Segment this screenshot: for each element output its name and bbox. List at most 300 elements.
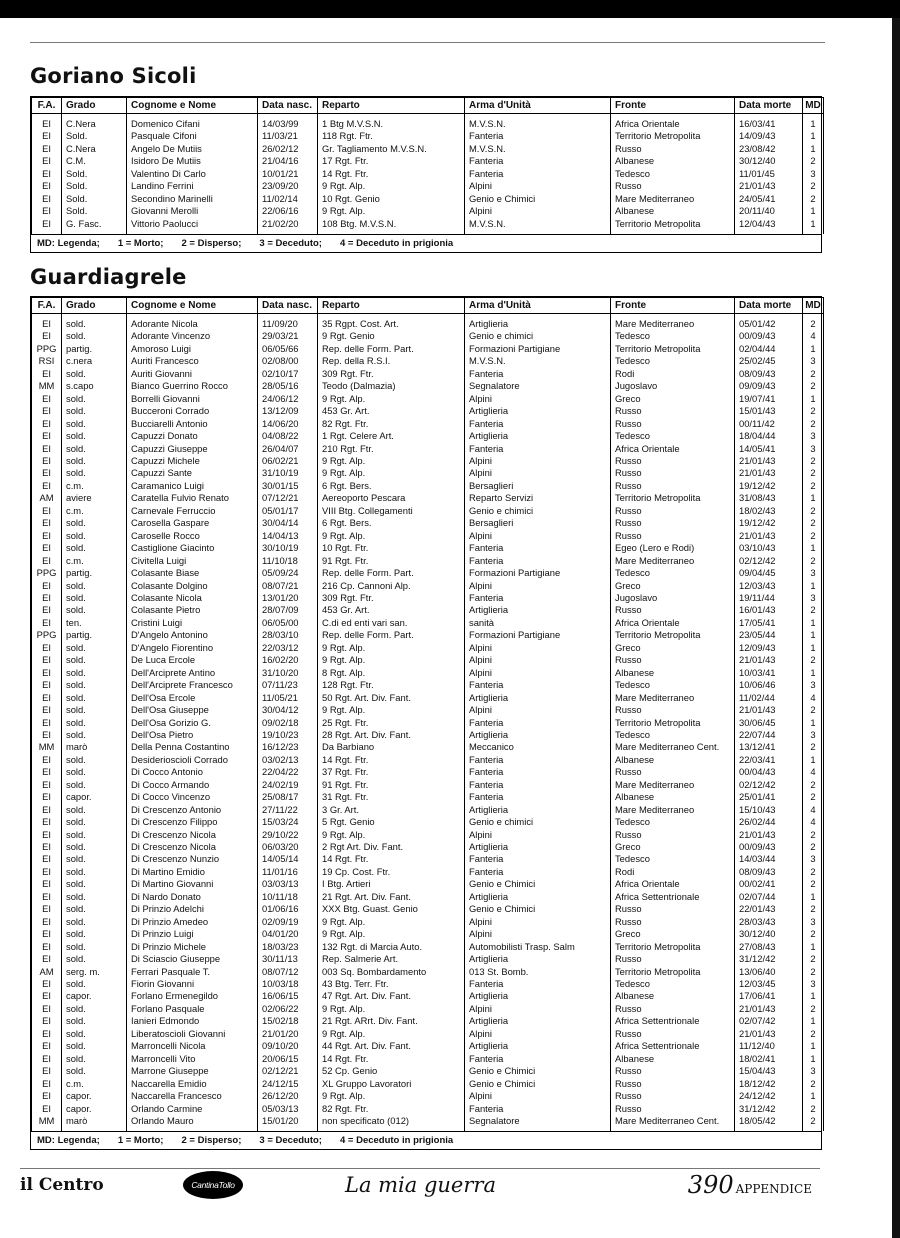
cell-arm: Artiglieria [465,729,611,741]
table-row [32,916,824,928]
table-row [32,193,824,205]
column-header-arm: Arma d'Unità [465,98,611,114]
cell-death-date: 18/04/44 [735,430,803,442]
cell-arm: Artiglieria [465,841,611,853]
cell-death-date: 18/02/43 [735,505,803,517]
cell-full-name: Bucciarelli Antonio [127,418,258,430]
cell-unit: Rep. Salmerie Art. [318,953,465,965]
cell-armed-force: RSI [32,355,62,367]
cell-death-date: 11/02/44 [735,692,803,704]
table-guardiagrele [30,296,822,1150]
column-header-front: Fronte [611,98,735,114]
table-row [32,580,824,592]
cell-front: Territorio Metropolita [611,717,735,729]
cell-md-code: 1 [803,990,824,1002]
cell-death-date: 25/02/45 [735,355,803,367]
cell-arm: sanità [465,617,611,629]
cell-full-name: De Luca Ercole [127,654,258,666]
cell-grade: sold. [62,729,127,741]
cell-armed-force: EI [32,555,62,567]
header-row [32,98,824,114]
cell-grade: C.M. [62,155,127,167]
cell-grade: sold. [62,1003,127,1015]
table-row [32,729,824,741]
cell-arm: Fanteria [465,168,611,180]
cell-full-name: Capuzzi Donato [127,430,258,442]
header-row [32,298,824,314]
cell-unit: 132 Rgt. di Marcia Auto. [318,941,465,953]
table-row [32,891,824,903]
cell-md-code: 2 [803,380,824,392]
cell-birth-date: 26/12/20 [258,1090,318,1102]
cell-death-date: 12/09/43 [735,642,803,654]
cell-front: Territorio Metropolita [611,218,735,230]
cell-front: Russo [611,180,735,192]
cell-armed-force: EI [32,617,62,629]
cell-full-name: Caroselle Rocco [127,530,258,542]
table-row [32,878,824,890]
cell-armed-force: EI [32,866,62,878]
table-row [32,1065,824,1077]
table-row [32,455,824,467]
cell-arm: Genio e Chimici [465,193,611,205]
cell-armed-force: EI [32,530,62,542]
cell-death-date: 19/12/42 [735,480,803,492]
cell-front: Russo [611,467,735,479]
cell-death-date: 19/11/44 [735,592,803,604]
cell-unit: 28 Rgt. Art. Div. Fant. [318,729,465,741]
column-header-full-name: Cognome e Nome [127,298,258,314]
cell-arm: M.V.S.N. [465,143,611,155]
cell-birth-date: 16/02/20 [258,654,318,666]
legend-item: 1 = Morto; [117,1135,164,1147]
cell-grade: sold. [62,667,127,679]
table-row [32,430,824,442]
cell-grade: c.nera [62,355,127,367]
cell-full-name: Capuzzi Michele [127,455,258,467]
cell-md-code: 1 [803,1090,824,1102]
cell-arm: Fanteria [465,866,611,878]
cell-front: Tedesco [611,168,735,180]
table-row [32,853,824,865]
cell-unit: 9 Rgt. Alp. [318,455,465,467]
cell-grade: sold. [62,978,127,990]
cell-full-name: Civitella Luigi [127,555,258,567]
cell-full-name: Ianieri Edmondo [127,1015,258,1027]
cell-arm: Artiglieria [465,430,611,442]
cell-unit: Rep. delle Form. Part. [318,567,465,579]
cell-front: Albanese [611,990,735,1002]
cell-death-date: 16/01/43 [735,604,803,616]
cell-front: Tedesco [611,853,735,865]
cell-death-date: 10/03/41 [735,667,803,679]
cell-birth-date: 18/03/23 [258,941,318,953]
cell-grade: aviere [62,492,127,504]
cell-death-date: 23/08/42 [735,143,803,155]
table-row [32,990,824,1002]
scan-border-right [892,18,900,1238]
cell-birth-date: 11/09/20 [258,318,318,330]
cell-full-name: Pasquale Cifoni [127,130,258,142]
cell-grade: c.m. [62,480,127,492]
page-number [688,1171,812,1199]
cell-death-date: 17/05/41 [735,617,803,629]
cell-death-date: 21/01/43 [735,530,803,542]
cell-md-code: 3 [803,168,824,180]
cell-front: Russo [611,505,735,517]
cell-arm: Fanteria [465,555,611,567]
cell-birth-date: 30/11/13 [258,953,318,965]
cell-death-date: 19/07/41 [735,393,803,405]
cell-unit: Teodo (Dalmazia) [318,380,465,392]
cell-grade: capor. [62,990,127,1002]
cell-md-code: 2 [803,829,824,841]
cell-front: Russo [611,829,735,841]
cell-death-date: 30/12/40 [735,155,803,167]
cell-md-code: 4 [803,804,824,816]
cell-full-name: Di Crescenzo Filippo [127,816,258,828]
cell-front: Russo [611,1003,735,1015]
cell-birth-date: 09/10/20 [258,1040,318,1052]
cell-arm: Segnalatore [465,1115,611,1127]
cell-grade: sold. [62,393,127,405]
cell-front: Tedesco [611,679,735,691]
cell-front: Africa Settentrionale [611,891,735,903]
cell-arm: Fanteria [465,368,611,380]
cell-grade: sold. [62,804,127,816]
cell-grade: sold. [62,928,127,940]
cell-full-name: D'Angelo Fiorentino [127,642,258,654]
table-row [32,405,824,417]
cell-birth-date: 25/08/17 [258,791,318,803]
cell-grade: capor. [62,1090,127,1102]
column-header-front: Fronte [611,298,735,314]
cell-armed-force: EI [32,505,62,517]
cell-md-code: 3 [803,592,824,604]
cell-unit: 19 Cp. Cost. Ftr. [318,866,465,878]
cell-md-code: 3 [803,916,824,928]
scan-border-top [0,0,900,18]
cell-unit: 6 Rgt. Bers. [318,517,465,529]
cell-unit: 25 Rgt. Ftr. [318,717,465,729]
cell-armed-force: EI [32,1090,62,1102]
cell-full-name: Valentino Di Carlo [127,168,258,180]
cell-death-date: 12/03/45 [735,978,803,990]
cell-md-code: 1 [803,130,824,142]
table-row [32,941,824,953]
cell-grade: sold. [62,455,127,467]
cell-armed-force: EI [32,990,62,1002]
legend [31,234,821,252]
cell-front: Albanese [611,205,735,217]
cell-armed-force: EI [32,841,62,853]
table-row [32,1090,824,1102]
cell-md-code: 4 [803,766,824,778]
cell-grade: sold. [62,953,127,965]
cell-birth-date: 22/03/12 [258,642,318,654]
cell-full-name: Auriti Francesco [127,355,258,367]
cell-armed-force: EI [32,1028,62,1040]
cell-armed-force: EI [32,542,62,554]
cell-full-name: Landino Ferrini [127,180,258,192]
cell-armed-force: EI [32,642,62,654]
table-row [32,517,824,529]
cell-arm: Alpini [465,580,611,592]
cell-death-date: 18/02/41 [735,1053,803,1065]
cell-arm: Artiglieria [465,953,611,965]
cell-armed-force: EI [32,368,62,380]
cell-md-code: 2 [803,1115,824,1127]
cell-unit: 210 Rgt. Ftr. [318,443,465,455]
cell-full-name: Isidoro De Mutiis [127,155,258,167]
cell-armed-force: EI [32,1015,62,1027]
cell-front: Territorio Metropolita [611,130,735,142]
cell-full-name: Marroncelli Vito [127,1053,258,1065]
cell-unit: 9 Rgt. Alp. [318,654,465,666]
cell-arm: Artiglieria [465,405,611,417]
cell-unit: 21 Rgt. ARrt. Div. Fant. [318,1015,465,1027]
cell-md-code: 2 [803,555,824,567]
cell-front: Russo [611,903,735,915]
legend-item: 4 = Deceduto in prigionia [339,1135,454,1147]
cell-death-date: 21/01/43 [735,1028,803,1040]
cell-front: Mare Mediterraneo [611,193,735,205]
table-row [32,704,824,716]
cell-armed-force: EI [32,704,62,716]
cell-death-date: 03/10/43 [735,542,803,554]
cell-grade: Sold. [62,180,127,192]
cell-arm: Alpini [465,916,611,928]
table-row [32,480,824,492]
cell-birth-date: 05/09/24 [258,567,318,579]
cell-birth-date: 04/01/20 [258,928,318,940]
cell-md-code: 2 [803,418,824,430]
cell-death-date: 02/07/42 [735,1015,803,1027]
table-row [32,816,824,828]
cell-unit: Aereoporto Pescara [318,492,465,504]
cell-unit: Da Barbiano [318,741,465,753]
cell-birth-date: 07/12/21 [258,492,318,504]
cell-birth-date: 09/02/18 [258,717,318,729]
appendix-label: APPENDICE [735,1182,812,1196]
cell-armed-force: EI [32,443,62,455]
cell-armed-force: EI [32,480,62,492]
cell-grade: sold. [62,318,127,330]
cell-md-code: 3 [803,679,824,691]
cell-death-date: 21/01/43 [735,455,803,467]
cell-grade: Sold. [62,130,127,142]
cell-unit: 128 Rgt. Ftr. [318,679,465,691]
cell-death-date: 08/09/43 [735,866,803,878]
table-row [32,318,824,330]
cell-md-code: 2 [803,467,824,479]
casualty-table [31,297,824,1131]
cell-death-date: 09/04/45 [735,567,803,579]
legend-label: MD: Legenda; [37,1135,100,1147]
cell-armed-force: EI [32,1065,62,1077]
cell-md-code: 2 [803,903,824,915]
cell-front: Tedesco [611,330,735,342]
cell-md-code: 1 [803,205,824,217]
table-row [32,380,824,392]
cell-arm: Fanteria [465,155,611,167]
cell-full-name: Dell'Osa Gorizio G. [127,717,258,729]
cell-unit: 8 Rgt. Alp. [318,667,465,679]
cell-birth-date: 24/02/19 [258,779,318,791]
cell-arm: 013 St. Bomb. [465,966,611,978]
column-header-armed-force: F.A. [32,298,62,314]
column-header-death-date: Data morte [735,298,803,314]
cell-full-name: Marroncelli Nicola [127,1040,258,1052]
cell-unit: 47 Rgt. Art. Div. Fant. [318,990,465,1002]
cell-birth-date: 10/03/18 [258,978,318,990]
table-row [32,180,824,192]
cell-birth-date: 02/12/21 [258,1065,318,1077]
cell-grade: sold. [62,642,127,654]
cell-unit: 309 Rgt. Ftr. [318,592,465,604]
cell-unit: 10 Rgt. Ftr. [318,542,465,554]
cell-md-code: 2 [803,841,824,853]
cell-unit: 44 Rgt. Art. Div. Fant. [318,1040,465,1052]
table-row [32,1078,824,1090]
cell-arm: Formazioni Partigiane [465,567,611,579]
cell-armed-force: EI [32,193,62,205]
cell-full-name: Castiglione Giacinto [127,542,258,554]
cell-arm: Automobilisti Trasp. Salm [465,941,611,953]
cell-grade: sold. [62,368,127,380]
cell-armed-force: EI [32,517,62,529]
cell-arm: Alpini [465,180,611,192]
cell-grade: sold. [62,405,127,417]
cell-front: Greco [611,580,735,592]
cell-md-code: 2 [803,1028,824,1040]
cell-arm: Alpini [465,1028,611,1040]
cell-front: Russo [611,704,735,716]
table-row [32,841,824,853]
cell-front: Russo [611,916,735,928]
cell-front: Egeo (Lero e Rodi) [611,542,735,554]
cell-md-code: 2 [803,193,824,205]
cell-md-code: 3 [803,853,824,865]
cell-full-name: Di Nardo Donato [127,891,258,903]
cell-armed-force: EI [32,916,62,928]
cell-md-code: 4 [803,692,824,704]
cell-front: Mare Mediterraneo [611,804,735,816]
cell-grade: sold. [62,330,127,342]
cell-front: Territorio Metropolita [611,941,735,953]
table-row [32,542,824,554]
cell-front: Albanese [611,754,735,766]
table-row [32,1015,824,1027]
cell-grade: sold. [62,717,127,729]
cell-unit: C.di ed enti vari san. [318,617,465,629]
cell-full-name: Orlando Mauro [127,1115,258,1127]
table-row [32,679,824,691]
cell-death-date: 21/01/43 [735,654,803,666]
table-row [32,617,824,629]
cell-md-code: 4 [803,816,824,828]
cell-birth-date: 02/06/22 [258,1003,318,1015]
table-row [32,1028,824,1040]
cell-md-code: 3 [803,1065,824,1077]
cell-armed-force: EI [32,155,62,167]
cell-unit: 9 Rgt. Alp. [318,393,465,405]
cell-armed-force: PPG [32,567,62,579]
cell-unit: 1 Rgt. Celere Art. [318,430,465,442]
table-row [32,130,824,142]
cell-md-code: 2 [803,928,824,940]
top-rule [30,42,825,43]
cell-grade: sold. [62,779,127,791]
cell-armed-force: EI [32,205,62,217]
cell-full-name: Dell'Osa Ercole [127,692,258,704]
cell-arm: Artiglieria [465,318,611,330]
cell-unit: 6 Rgt. Bers. [318,480,465,492]
cell-unit: 453 Gr. Art. [318,604,465,616]
cell-md-code: 1 [803,343,824,355]
cell-armed-force: EI [32,667,62,679]
cell-md-code: 2 [803,180,824,192]
cell-grade: sold. [62,580,127,592]
cell-md-code: 2 [803,1103,824,1115]
table-row [32,978,824,990]
cell-arm: Reparto Servizi [465,492,611,504]
cell-death-date: 13/06/40 [735,966,803,978]
column-header-armed-force: F.A. [32,98,62,114]
cell-front: Tedesco [611,729,735,741]
cell-armed-force: AM [32,492,62,504]
cell-unit: 9 Rgt. Alp. [318,642,465,654]
table-row [32,393,824,405]
cell-front: Russo [611,1065,735,1077]
cell-unit: I Btg. Artieri [318,878,465,890]
table-row [32,1040,824,1052]
cell-birth-date: 11/02/14 [258,193,318,205]
cell-grade: sold. [62,903,127,915]
cell-armed-force: EI [32,168,62,180]
cell-armed-force: EI [32,679,62,691]
cell-grade: partig. [62,629,127,641]
cell-front: Russo [611,766,735,778]
cell-death-date: 18/12/42 [735,1078,803,1090]
cell-armed-force: EI [32,430,62,442]
cell-birth-date: 10/01/21 [258,168,318,180]
cell-arm: Formazioni Partigiane [465,629,611,641]
cell-armed-force: EI [32,118,62,130]
cell-armed-force: EI [32,604,62,616]
cell-arm: Fanteria [465,766,611,778]
cell-full-name: Dell'Arciprete Francesco [127,679,258,691]
cell-md-code: 3 [803,567,824,579]
cell-unit: 14 Rgt. Ftr. [318,168,465,180]
column-header-unit: Reparto [318,298,465,314]
cell-arm: Alpini [465,1003,611,1015]
cell-grade: sold. [62,467,127,479]
cell-unit: 1 Btg M.V.S.N. [318,118,465,130]
section-title-guardiagrele: Guardiagrele [30,265,187,289]
cell-unit: 118 Rgt. Ftr. [318,130,465,142]
cell-armed-force: EI [32,1053,62,1065]
cell-arm: Alpini [465,455,611,467]
cell-birth-date: 07/11/23 [258,679,318,691]
cell-arm: Artiglieria [465,990,611,1002]
table-row [32,368,824,380]
cell-armed-force: EI [32,580,62,592]
table-row [32,1115,824,1127]
cell-death-date: 17/06/41 [735,990,803,1002]
cell-full-name: Caramanico Luigi [127,480,258,492]
table-row [32,592,824,604]
